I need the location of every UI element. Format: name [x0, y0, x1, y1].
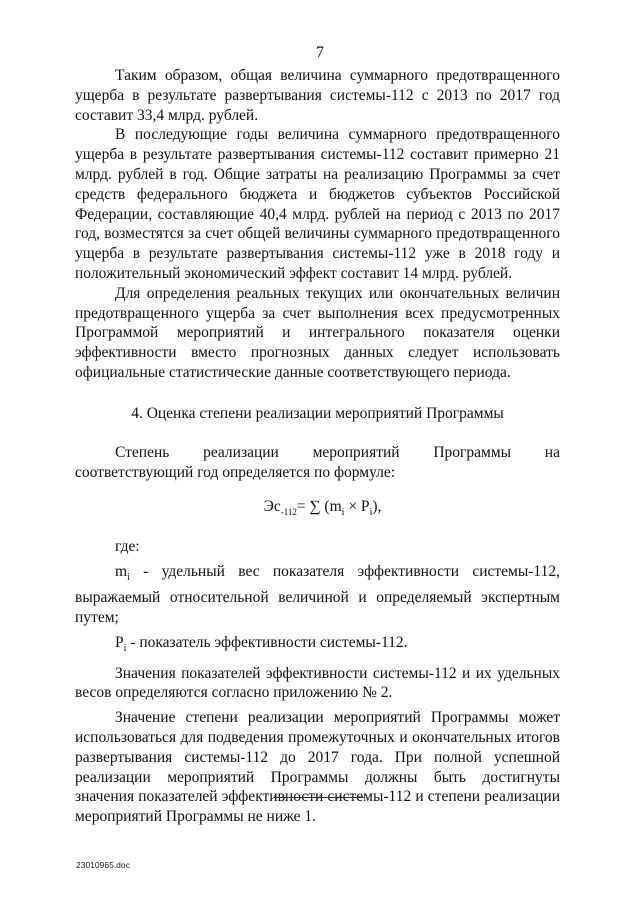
paragraph-formula-intro: Степень реализации мероприятий Программы на соответствующий год определяется по формуле:: [75, 443, 560, 481]
definition-p: $P_i$ - показатель эффективности системы-112.: [115, 633, 408, 654]
paragraph-implementation-degree: Значение степени реализации мероприятий Программы может использоваться для подведения промежуточных и окончательных итогов развертывания системы-112 до 2017 года. При полной успешной реализации мероприятий Программы должны быть достигнуты значения показателей эффективности системы-112 и степени реализации мероприятий Программы не ниже 1.: [75, 709, 560, 826]
where-label: где:: [115, 538, 140, 556]
definition-m: $m_i$ - удельный вес показателя эффективности системы-112, выражаемый относительной величиной и определяемый экспертным путем;: [75, 563, 560, 626]
paragraph-subsequent-years: В последующие годы величина суммарного предотвращенного ущерба в результате развертывания системы-112 составит примерно 21 млрд. рублей в год. Общие затраты на реализацию Программы за счет средств федерального бюджета и бюджетов субъектов Российской Федерации, составляющие 40,4 млрд. рублей на период с 2013 по 2017 год, возместятся за счет общей величины суммарного предотвращенного ущерба в результате развертывания системы-112 уже в 2018 году и положительный экономический эффект составит 14 млрд. рублей.: [75, 126, 560, 282]
paragraph-indicator-values: Значения показателей эффективности системы-112 и их удельных весов определяются согласно приложению № 2.: [75, 664, 560, 702]
paragraph-summary-total: Таким образом, общая величина суммарного предотвращенного ущерба в результате развертывания системы-112 с 2013 по 2017 год составит 33,4 млрд. рублей.: [75, 67, 560, 124]
page-number: 7: [316, 44, 324, 61]
paragraph-actual-values: Для определения реальных текущих или окончательных величин предотвращенного ущерба за счет выполнения всех предусмотренных Программой мероприятий и интегрального показателя оценки эффективности вместо прогнозных данных следует использовать официальные статистические данные соответствующего периода.: [75, 284, 560, 381]
document-body: [75, 66, 560, 827]
formula: $Эс_{-112}=$ ∑ $(m_i \times P_i)$,: [263, 498, 382, 519]
section-heading: 4. Оценка степени реализации мероприятий Программы: [131, 404, 504, 422]
doc-filename: 23010965.doc: [76, 860, 130, 870]
separator-line: [274, 797, 364, 798]
